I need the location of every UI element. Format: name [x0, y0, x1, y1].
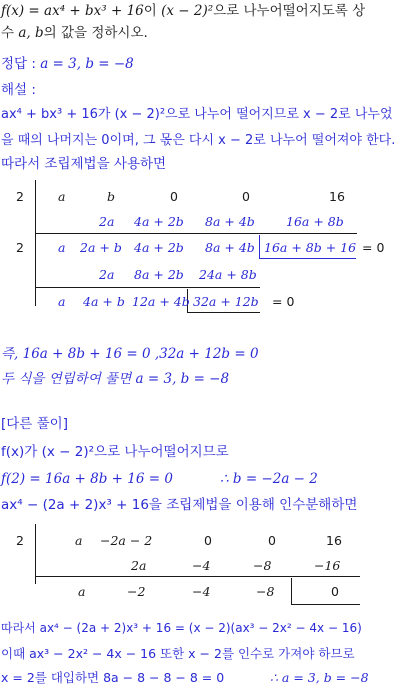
synthetic2-divider-vertical — [35, 524, 36, 584]
synthetic2-r2-c3: −4 — [192, 558, 211, 573]
problem-math-3: a, b — [18, 25, 44, 41]
conclusion-line-2: 두 식을 연립하여 풀면 a = 3, b = −8 — [1, 371, 230, 387]
synthetic1-r5-c2: 4a + b — [83, 294, 125, 309]
synthetic2-r1-c2: −2a − 2 — [100, 533, 153, 548]
alt-line-1: f(x)가 (x − 2)²으로 나누어떨어지므로 — [1, 444, 229, 460]
alt-line-3: ax⁴ − (2a + 2)x³ + 16을 조립제법을 이용해 인수분해하면 — [1, 497, 358, 513]
final-line-2: 이때 ax³ − 2x² − 4x − 16 또한 x − 2를 인수로 가져야 하므로 — [1, 646, 355, 661]
synthetic2-r3-c4: −8 — [256, 584, 275, 599]
synthetic2-r3-c2: −2 — [127, 584, 146, 599]
synthetic1-remainder2-box-bottom — [187, 312, 260, 313]
answer-line — [1, 55, 134, 73]
final-line-3: x = 2를 대입하면 8a − 8 − 8 − 8 = 0 — [1, 670, 225, 685]
answer-value: a = 3, b = −8 — [40, 56, 134, 72]
synthetic2-divisor: 2 — [16, 533, 24, 548]
synthetic2-r3-c3: −4 — [192, 584, 211, 599]
synthetic1-r1-c3: 0 — [170, 189, 178, 204]
synthetic2-r2-c4: −8 — [253, 558, 272, 573]
problem-text-2: 으로 나누어떨어지도록 상 — [213, 3, 366, 19]
solution-line-2: 을 때의 나머지는 0이며, 그 몫은 다시 x − 2로 나누어 떨어져야 한다. — [1, 133, 396, 148]
synthetic1-r5-c1: a — [58, 294, 66, 309]
synthetic1-rule-1 — [35, 233, 357, 234]
synthetic2-r1-c5: 16 — [326, 533, 342, 548]
problem-math-2: (x − 2)² — [161, 3, 214, 19]
synthetic1-r4-c3: 8a + 2b — [134, 267, 184, 282]
synthetic2-r1-c3: 0 — [204, 533, 212, 548]
final-line-3-right: ∴ a = 3, b = −8 — [270, 670, 369, 685]
synthetic1-rule-2 — [35, 287, 260, 288]
synthetic1-r2-c5: 16a + 8b — [286, 214, 344, 229]
synthetic2-r2-c5: −16 — [314, 558, 341, 573]
alt-line-2: f(2) = 16a + 8b + 16 = 0 — [1, 471, 173, 487]
synthetic2-r3-c5: 0 — [331, 584, 339, 599]
final-line-1: 따라서 ax⁴ − (2a + 2)x³ + 16 = (x − 2)(ax³ − 2x² − 4x − 16) — [1, 621, 362, 635]
synthetic2-r2-c2: 2a — [131, 558, 147, 573]
synthetic1-r1-c4: 0 — [242, 189, 250, 204]
synthetic1-r3-c1: a — [58, 240, 66, 255]
alt-line-2-right: ∴ b = −2a − 2 — [220, 471, 318, 487]
synthetic1-r1-c1: a — [58, 189, 66, 204]
synthetic1-remainder-box-bottom — [259, 258, 356, 259]
synthetic1-r1-c5: 16 — [329, 189, 345, 204]
synthetic1-r4-c2: 2a — [99, 267, 115, 282]
synthetic2-r3-c1: a — [78, 584, 86, 599]
synthetic1-r3-c2: 2a + b — [80, 240, 122, 255]
synthetic1-r2-c2: 2a — [99, 214, 115, 229]
problem-text-3: 수 — [1, 25, 19, 41]
problem-math-1: f(x) = ax⁴ + bx³ + 16 — [1, 3, 144, 19]
alt-title: [다른 풀이] — [1, 416, 68, 432]
answer-label: 정답 : — [1, 56, 41, 72]
synthetic2-r1-c1: a — [75, 533, 83, 548]
synthetic1-r5-c4: 32a + 12b — [193, 294, 259, 309]
problem-line-2 — [1, 24, 148, 42]
synthetic1-r5-c3: 12a + 4b — [132, 294, 190, 309]
synthetic1-r4-c4: 24a + 8b — [199, 267, 257, 282]
synthetic1-r2-c4: 8a + 4b — [205, 214, 255, 229]
synthetic1-r1-c2: b — [107, 189, 116, 204]
synthetic2-r1-c4: 0 — [268, 533, 276, 548]
conclusion-line-1: 즉, 16a + 8b + 16 = 0 ,32a + 12b = 0 — [1, 346, 259, 362]
synthetic1-divisor-2: 2 — [16, 240, 24, 255]
synthetic2-rule — [35, 576, 360, 577]
synthetic1-r2-c3: 4a + 2b — [134, 214, 184, 229]
solution-label: 해설 : — [1, 82, 36, 98]
synthetic1-r3-c5: 16a + 8b + 16 — [264, 240, 357, 255]
synthetic1-r3-eq: = 0 — [362, 240, 385, 255]
synthetic1-remainder-box-left — [259, 235, 260, 259]
problem-line-1 — [1, 2, 365, 20]
synthetic2-remainder-box-left — [291, 578, 292, 605]
synthetic1-divisor-1: 2 — [16, 189, 24, 204]
synthetic2-remainder-box-bottom — [291, 604, 360, 605]
synthetic1-r3-c3: 4a + 2b — [134, 240, 184, 255]
synthetic1-r5-eq: = 0 — [272, 294, 295, 309]
solution-line-1: ax⁴ + bx³ + 16가 (x − 2)²으로 나누어 떨어지므로 x − 2로 나누었 — [1, 107, 393, 122]
problem-text-4: 의 값을 정하시오. — [43, 25, 148, 41]
solution-line-3: 따라서 조립제법을 사용하면 — [1, 156, 167, 172]
synthetic1-r3-c4: 8a + 4b — [205, 240, 255, 255]
problem-text-1: 이 — [143, 3, 162, 19]
